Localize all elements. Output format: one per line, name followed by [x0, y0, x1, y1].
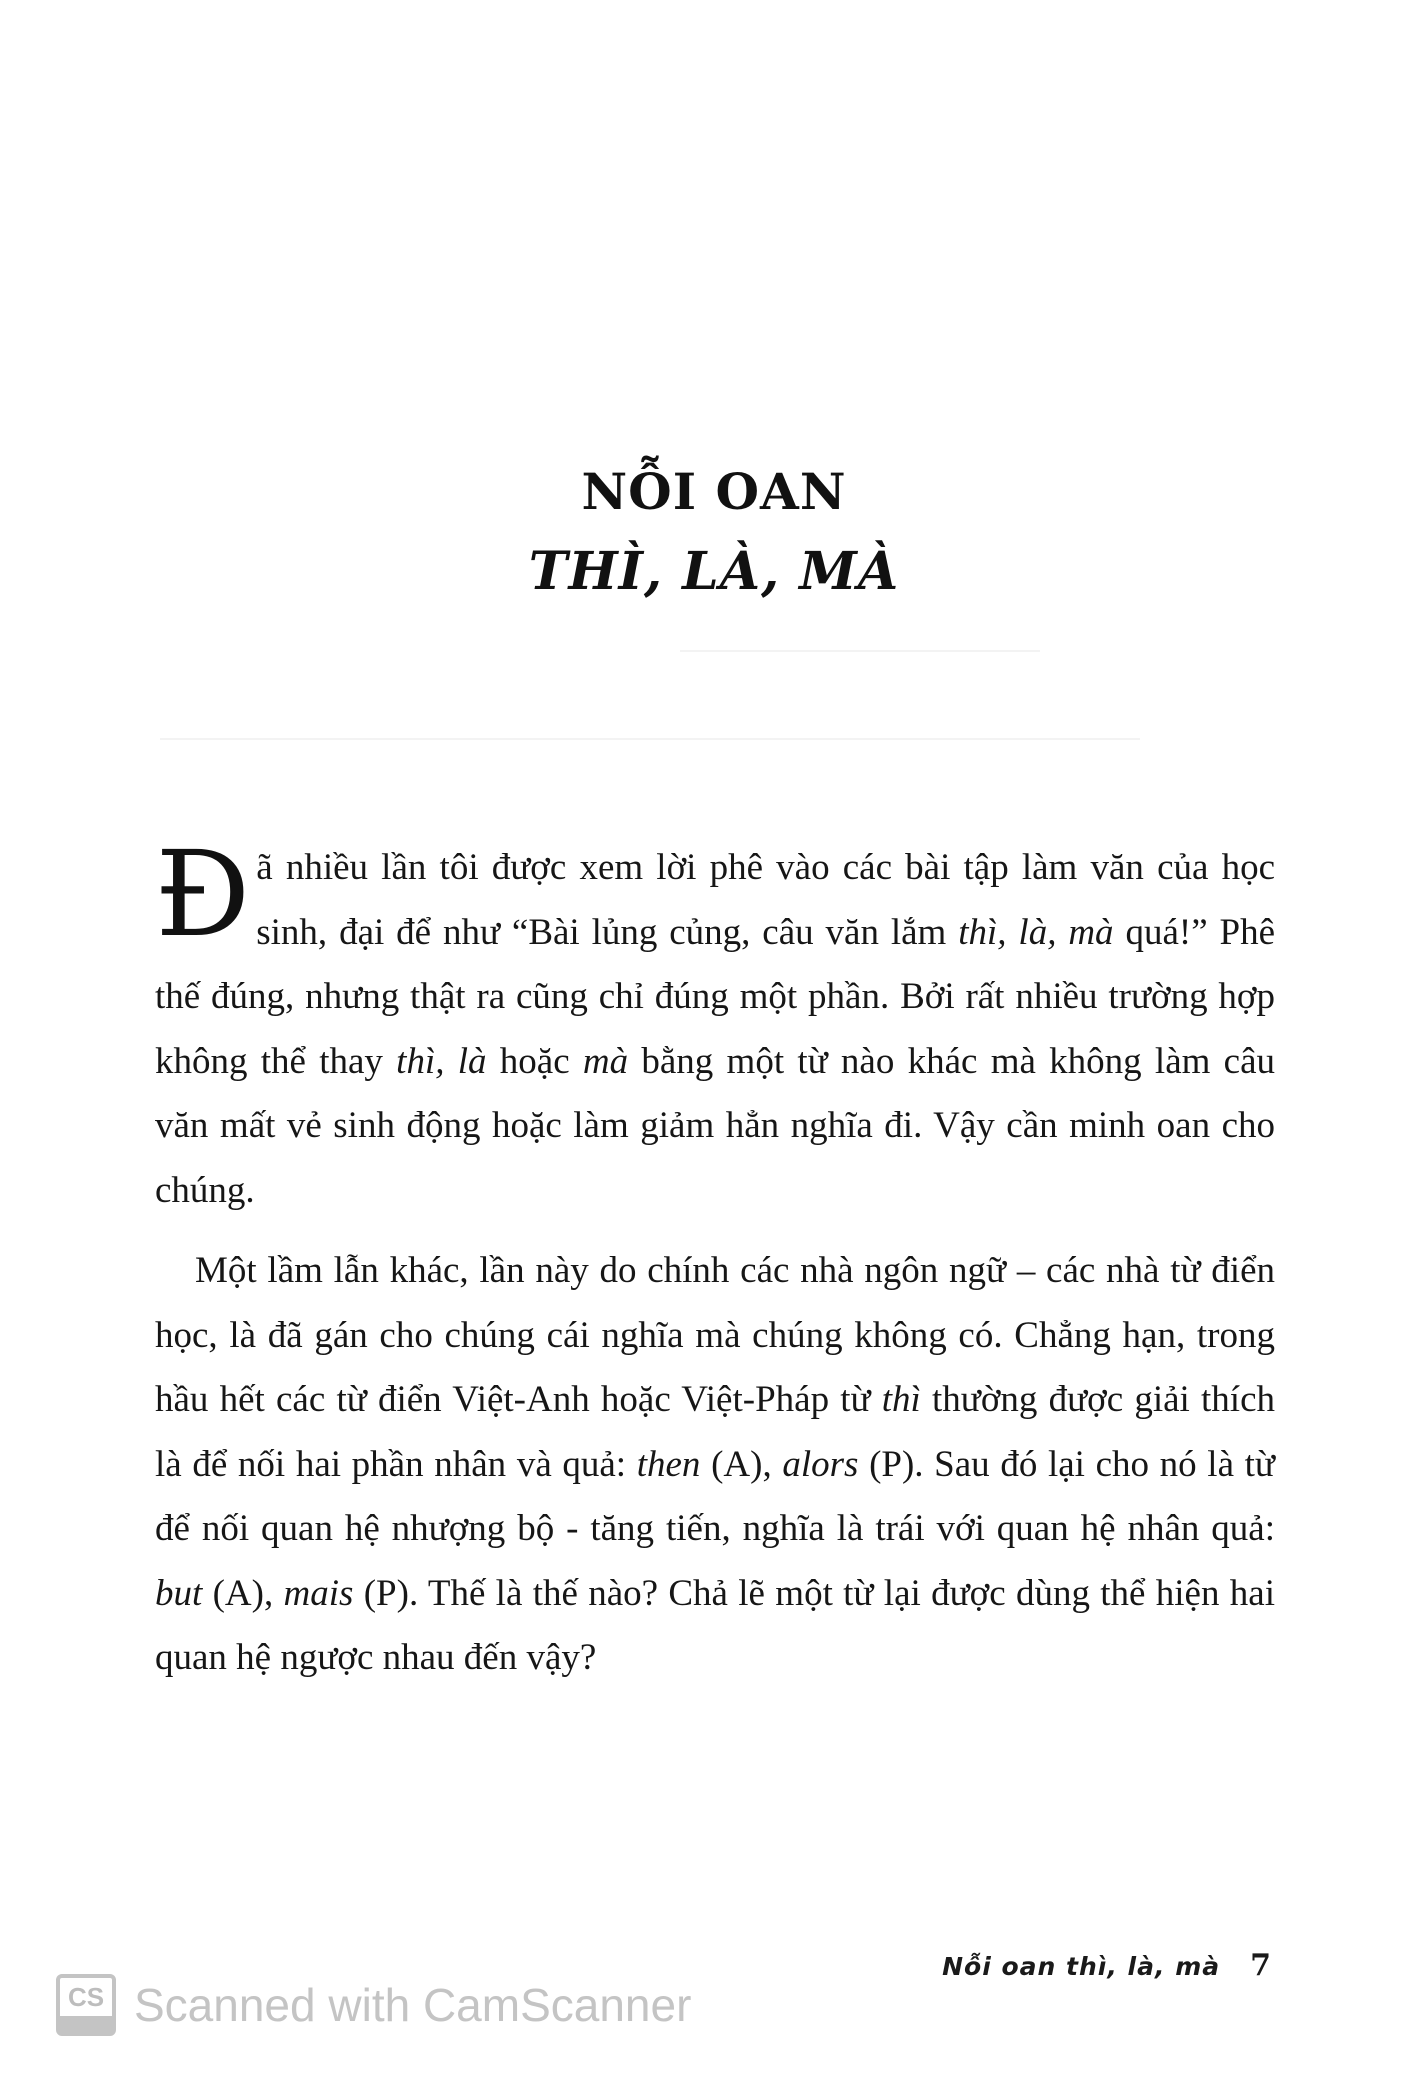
text-segment: thường được giải thích là để nối hai phần nhân và quả: [155, 1379, 1275, 1485]
paragraph-1 [155, 825, 1275, 1223]
page-number: 7 [1250, 1948, 1272, 1983]
text-segment: Một lầm lẫn khác, lần này do chính các nhà ngôn ngữ – các nhà từ điển học, là đã gán cho chúng cái nghĩa mà chúng không có. Chẳng hạn, trong hầu hết các từ điển Việt-Anh hoặc Việt-Pháp từ [155, 1250, 1275, 1420]
paragraph-1-content [155, 825, 1275, 1211]
body-text [155, 825, 1275, 1691]
running-title: Nỗi oan thì, là, mà [942, 1952, 1221, 1981]
text-segment: hoặc [486, 1040, 583, 1082]
chapter-title-line2: THÌ, LÀ, MÀ [528, 541, 900, 602]
watermark-text: Scanned with CamScanner [134, 1979, 692, 2031]
text-segment: (P). Thế là thế nào? Chả lẽ một từ lại được dùng thể hiện hai quan hệ ngược nhau đến vậy? [155, 1572, 1275, 1678]
italic-segment: then [636, 1443, 701, 1485]
paragraph-2 [155, 1239, 1275, 1691]
text-segment: (A), [202, 1572, 284, 1614]
scan-artifact [680, 650, 1040, 652]
italic-segment: mais [283, 1572, 354, 1614]
italic-segment: thì, là, mà [958, 911, 1114, 953]
italic-segment: thì, là [396, 1040, 487, 1082]
text-segment: bằng một từ nào khác mà không làm câu văn mất vẻ sinh động hoặc làm giảm hẳn nghĩa đi. Vậy cần minh oan cho chúng. [155, 1040, 1275, 1211]
text-segment: ã nhiều lần tôi được xem lời phê vào các bài tập làm văn của học sinh, đại để như “Bài lủng củng, câu văn lắm [256, 847, 1275, 953]
text-segment: (P). Sau đó lại cho nó là từ để nối quan hệ nhượng bộ - tăng tiến, nghĩa là trái với quan hệ nhân quả: [155, 1443, 1275, 1549]
text-segment: (A), [700, 1443, 783, 1485]
drop-cap: Đ [155, 825, 251, 963]
camscanner-logo-bar [60, 2016, 112, 2032]
camscanner-logo-text: CS [67, 1981, 105, 2012]
italic-segment: thì [881, 1379, 921, 1420]
italic-segment: alors [782, 1443, 859, 1485]
chapter-title-line1: NỖI OAN [581, 462, 847, 521]
camscanner-logo-icon [56, 1974, 116, 2036]
camscanner-watermark [56, 1974, 691, 2036]
italic-segment: but [155, 1572, 203, 1614]
chapter-title [0, 452, 1408, 612]
scan-artifact [160, 738, 1140, 740]
text-segment: quá!” Phê thế đúng, nhưng thật ra cũng chỉ đúng một phần. Bởi rất nhiều trường hợp không thể thay [155, 911, 1275, 1082]
italic-segment: mà [582, 1040, 629, 1082]
page-footer [942, 1948, 1272, 1983]
